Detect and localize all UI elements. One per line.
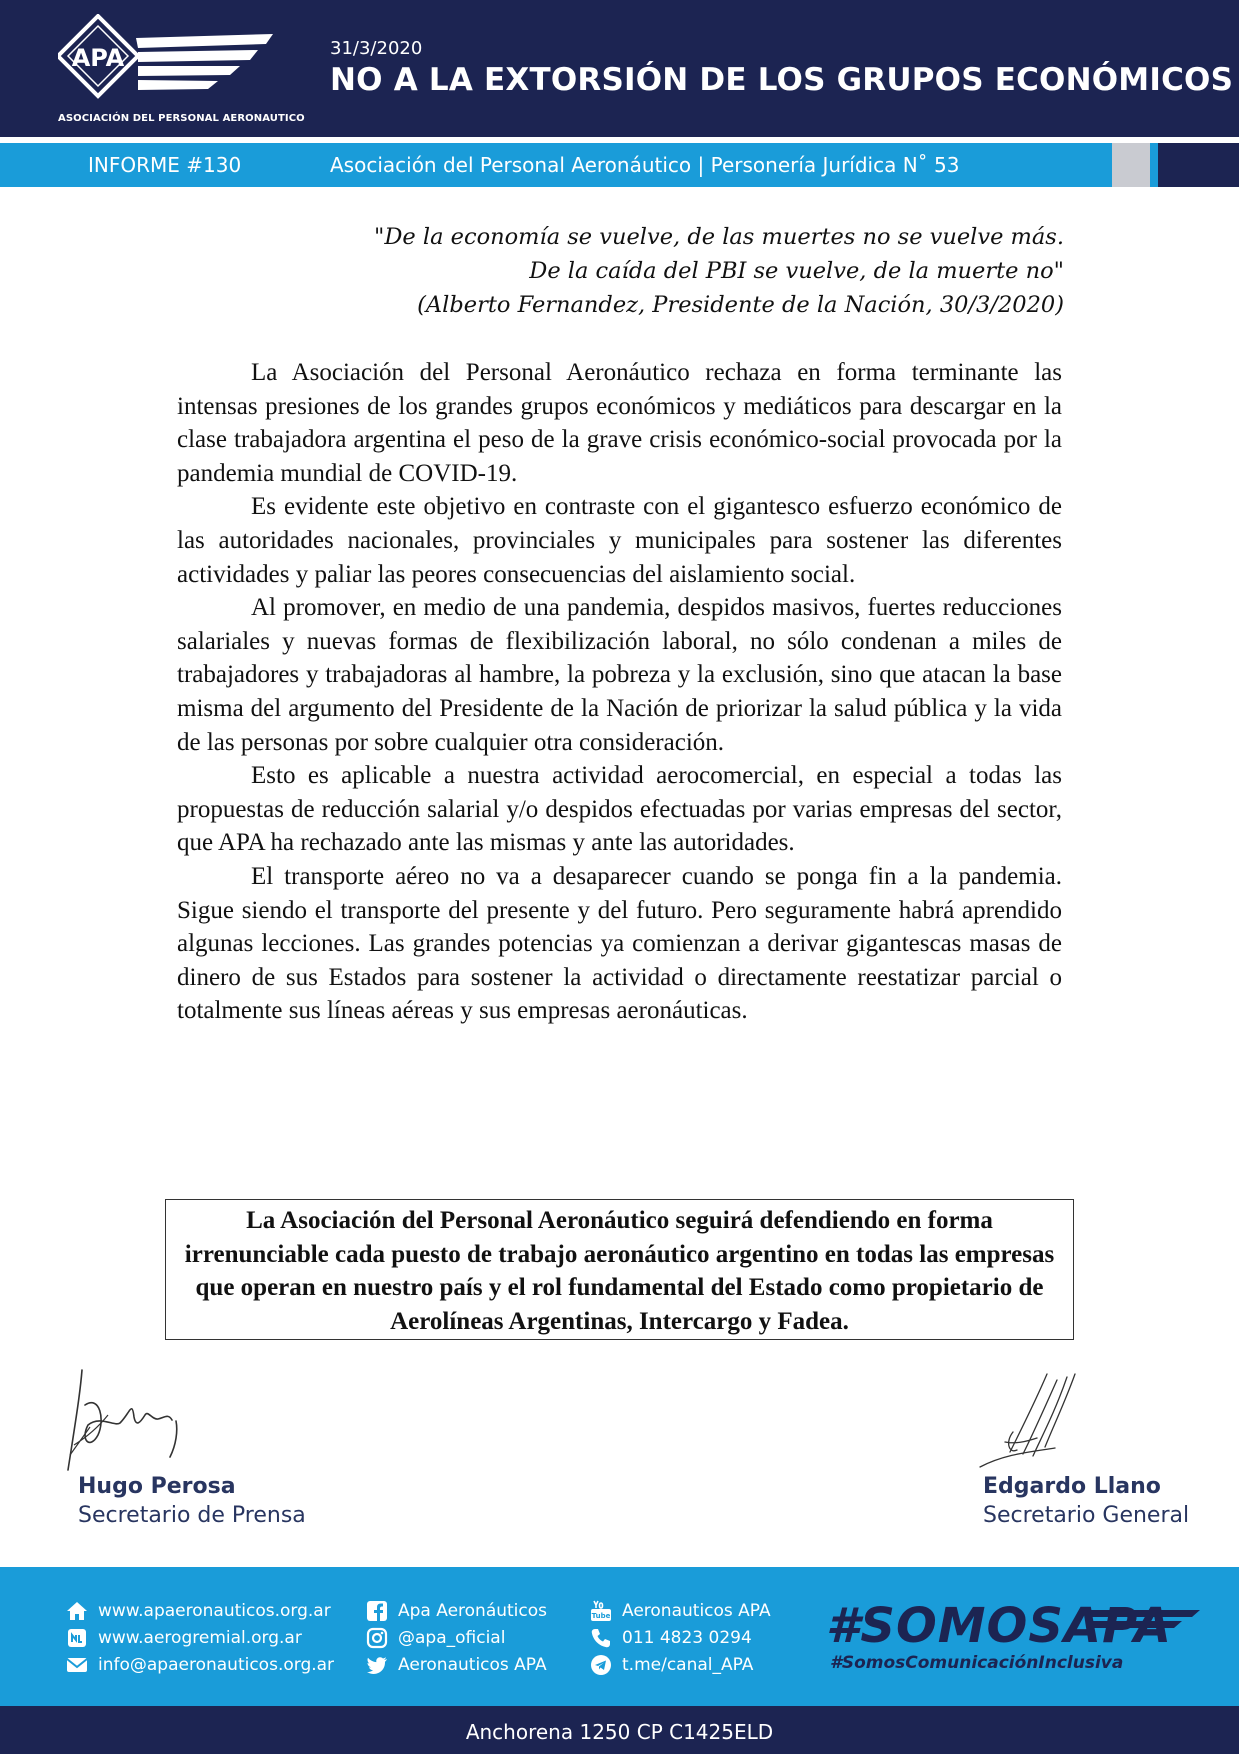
bar-gray-block bbox=[1112, 143, 1150, 187]
signature-left-role: Secretario de Prensa bbox=[78, 1503, 306, 1528]
footer-link-text: Aeronauticos APA bbox=[622, 1601, 771, 1621]
epigraph-quote bbox=[374, 220, 1064, 322]
svg-text:APA: APA bbox=[71, 44, 125, 72]
twitter-icon bbox=[366, 1654, 388, 1676]
apa-logo-icon bbox=[58, 14, 273, 126]
signature-llano-icon bbox=[975, 1372, 1085, 1472]
footer-link-text: Aeronauticos APA bbox=[398, 1655, 547, 1675]
wing-stripes-icon bbox=[1090, 1608, 1200, 1638]
phone-icon bbox=[590, 1627, 612, 1649]
signature-left-name: Hugo Perosa bbox=[78, 1474, 236, 1499]
paragraph: El transporte aéreo no va a desaparecer cuando se ponga fin a la pandemia. Sigue siendo el transporte del presente y del futuro. Pero seguramente habrá aprendido algunas lecciones. Las grandes potencias ya comienzan a derivar gigantescas masas de dinero de sus Estados para sostener la actividad o directamente reestatizar parcial o totalmente sus líneas aéreas y sus empresas aeronáuticas. bbox=[177, 862, 1062, 1025]
footer-link-text: www.aerogremial.org.ar bbox=[98, 1628, 302, 1648]
youtube-icon bbox=[590, 1600, 612, 1622]
signature-right-role: Secretario General bbox=[983, 1503, 1190, 1528]
footer-link-text: @apa_oficial bbox=[398, 1628, 506, 1648]
bar-navy-block bbox=[1158, 143, 1239, 187]
footer-link-telegram[interactable] bbox=[590, 1654, 753, 1676]
paragraph: Esto es aplicable a nuestra actividad aerocomercial, en especial a todas las propuestas de reducción salarial y/o despidos efectuadas por varias empresas del sector, que APA ha rechazado ante las mismas y ante las autoridades. bbox=[177, 762, 1062, 857]
footer-link-facebook[interactable] bbox=[366, 1600, 547, 1622]
mail-icon bbox=[66, 1654, 88, 1676]
footer-link-email[interactable] bbox=[66, 1654, 334, 1676]
footer-link-website[interactable] bbox=[66, 1600, 331, 1622]
footer-link-instagram[interactable] bbox=[366, 1627, 505, 1649]
quote-attribution: (Alberto Fernandez, Presidente de la Nación, 30/3/2020) bbox=[417, 292, 1064, 318]
footer-link-twitter[interactable] bbox=[366, 1654, 547, 1676]
footer-link-text: www.apaeronauticos.org.ar bbox=[98, 1601, 331, 1621]
footer-link-youtube[interactable] bbox=[590, 1600, 771, 1622]
statement-box: La Asociación del Personal Aeronáutico seguirá defendiendo en forma irrenunciable cada puesto de trabajo aeronáutico argentino en todas las empresas que operan en nuestro país y el rol fundamental del Estado como propietario de Aerolíneas Argentinas, Intercargo y Fadea. bbox=[165, 1199, 1074, 1340]
instagram-icon bbox=[366, 1627, 388, 1649]
footer-link-aerogremial[interactable] bbox=[66, 1627, 302, 1649]
site-icon bbox=[66, 1627, 88, 1649]
footer-link-text: 011 4823 0294 bbox=[622, 1628, 752, 1648]
telegram-icon bbox=[590, 1654, 612, 1676]
facebook-icon bbox=[366, 1600, 388, 1622]
hashtag-inclusive: #SomosComunicaciónInclusiva bbox=[830, 1653, 1124, 1673]
signature-right-name: Edgardo Llano bbox=[983, 1474, 1161, 1499]
home-icon bbox=[66, 1600, 88, 1622]
report-number: INFORME #130 bbox=[88, 153, 242, 177]
report-title: NO A LA EXTORSIÓN DE LOS GRUPOS ECONÓMICOS bbox=[330, 62, 1234, 98]
logo-caption: ASOCIACIÓN DEL PERSONAL AERONAUTICO bbox=[58, 113, 305, 124]
address: Anchorena 1250 CP C1425ELD bbox=[465, 1720, 774, 1744]
signature-perosa-icon bbox=[60, 1365, 210, 1475]
svg-text:Tube: Tube bbox=[591, 1612, 611, 1620]
footer-link-text: t.me/canal_APA bbox=[622, 1655, 754, 1675]
report-date: 31/3/2020 bbox=[330, 38, 423, 59]
footer-link-text: info@apaeronauticos.org.ar bbox=[98, 1655, 335, 1675]
quote-line: De la caída del PBI se vuelve, de la muerte no" bbox=[529, 258, 1064, 284]
organization-line: Asociación del Personal Aeronáutico | Personería Jurídica N˚ 53 bbox=[330, 153, 960, 177]
hashtag-somosapa: #SOMOSAPA bbox=[826, 1598, 1172, 1654]
quote-line: "De la economía se vuelve, de las muertes no se vuelve más. bbox=[374, 224, 1064, 250]
paragraph: Al promover, en medio de una pandemia, despidos masivos, fuertes reducciones salariales y nuevas formas de flexibilización laboral, no sólo condenan a miles de trabajadores y trabajadoras al hambre, la pobreza y la exclusión, sino que atacan la base misma del argumento del Presidente de la Nación de priorizar la salud pública y la vida de las personas por sobre cualquier otra consideración. bbox=[177, 594, 1062, 756]
paragraph: Es evidente este objetivo en contraste con el gigantesco esfuerzo económico de las autoridades nacionales, provinciales y municipales para sostener las diferentes actividades y paliar las peores consecuencias del aislamiento social. bbox=[177, 493, 1062, 588]
footer-link-phone[interactable] bbox=[590, 1627, 752, 1649]
body-text bbox=[177, 356, 1062, 1028]
paragraph: La Asociación del Personal Aeronáutico rechaza en forma terminante las intensas presiones de los grandes grupos económicos y mediáticos para descargar en la clase trabajadora argentina el peso de la grave crisis económico-social provocada por la pandemia mundial de COVID-19. bbox=[177, 359, 1062, 487]
footer-link-text: Apa Aeronáuticos bbox=[398, 1601, 548, 1621]
